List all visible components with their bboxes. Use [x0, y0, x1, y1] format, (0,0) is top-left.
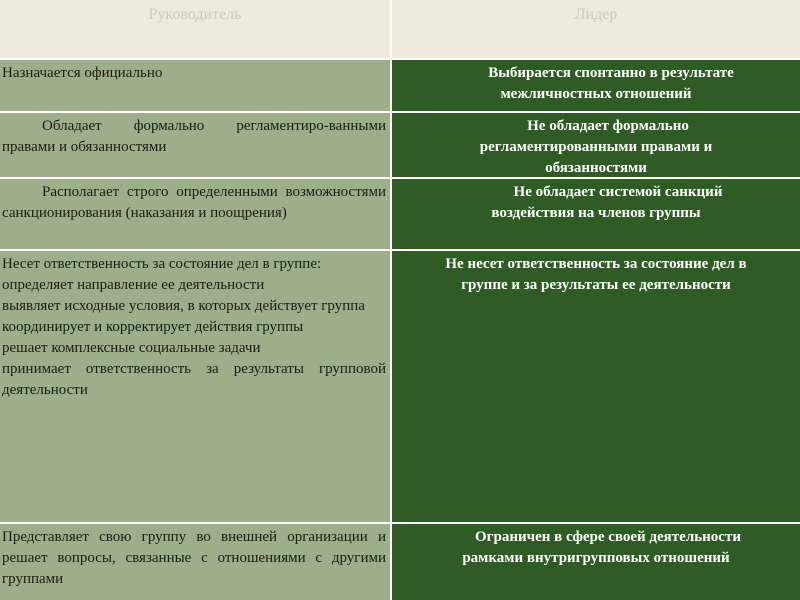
row-4-manager-line-2: определяет направление ее деятельности	[2, 277, 265, 293]
row-4-manager-line-6: принимает ответственность за результаты групповой деятельности	[2, 361, 386, 398]
row-1-leader-line-1: Выбирается спонтанно в результате	[488, 65, 734, 81]
row-1-leader-line-2: межличностных отношений	[500, 86, 692, 102]
header-leader: Лидер	[392, 0, 800, 58]
row-4-manager-line-3: выявляет исходные условия, в которых действует группа	[2, 298, 365, 314]
row-3-leader-line-2: воздействия на членов группы	[491, 205, 701, 221]
row-2-manager-cell	[0, 113, 390, 177]
header-leader-manager: Руководитель	[0, 0, 390, 58]
row-2-leader-line-1: Не обладает формально	[527, 118, 689, 134]
row-1-leader-cell	[392, 60, 800, 111]
row-divider	[0, 249, 800, 251]
row-2-manager-text: Обладает формально регламентиро-ванными правами и обязанностями	[2, 118, 386, 155]
row-divider	[0, 111, 800, 113]
row-4-leader-cell	[392, 251, 800, 522]
row-4-leader-line-1: Не несет ответственность за состояние дел в	[445, 256, 747, 272]
row-divider	[0, 58, 800, 60]
row-5-leader-line-2: рамками внутригрупповых отношений	[462, 550, 730, 566]
row-2-leader-cell	[392, 113, 800, 177]
row-4-manager-cell	[0, 251, 390, 522]
row-3-leader-cell	[392, 179, 800, 249]
row-3-manager-cell	[0, 179, 390, 249]
row-4-leader-line-2: группе и за результаты ее деятельности	[461, 277, 731, 293]
column-divider	[390, 0, 392, 600]
row-3-leader-line-1: Не обладает системой санкций	[513, 184, 723, 200]
row-2-leader-line-3: обязанностями	[545, 160, 647, 176]
row-5-leader-line-1: Ограничен в сфере своей деятельности	[475, 529, 741, 545]
row-3-manager-text: Располагает строго определенными возможностями санкционирования (наказания и поощрения)	[2, 184, 386, 221]
row-divider	[0, 177, 800, 179]
row-5-manager-text: Представляет свою группу во внешней организации и решает вопросы, связанные с отношениями с другими группами	[2, 529, 386, 587]
row-divider	[0, 522, 800, 524]
row-1-manager-text: Назначается официально	[2, 65, 163, 81]
row-5-leader-cell	[392, 524, 800, 600]
row-4-manager-line-1: Несет ответственность за состояние дел в группе:	[2, 256, 322, 272]
row-1-manager-cell	[0, 60, 390, 111]
row-2-leader-line-2: регламентированными правами и	[479, 139, 713, 155]
row-5-manager-cell	[0, 524, 390, 600]
row-4-manager-line-5: решает комплексные социальные задачи	[2, 340, 261, 356]
row-4-manager-line-4: координирует и корректирует действия группы	[2, 319, 304, 335]
